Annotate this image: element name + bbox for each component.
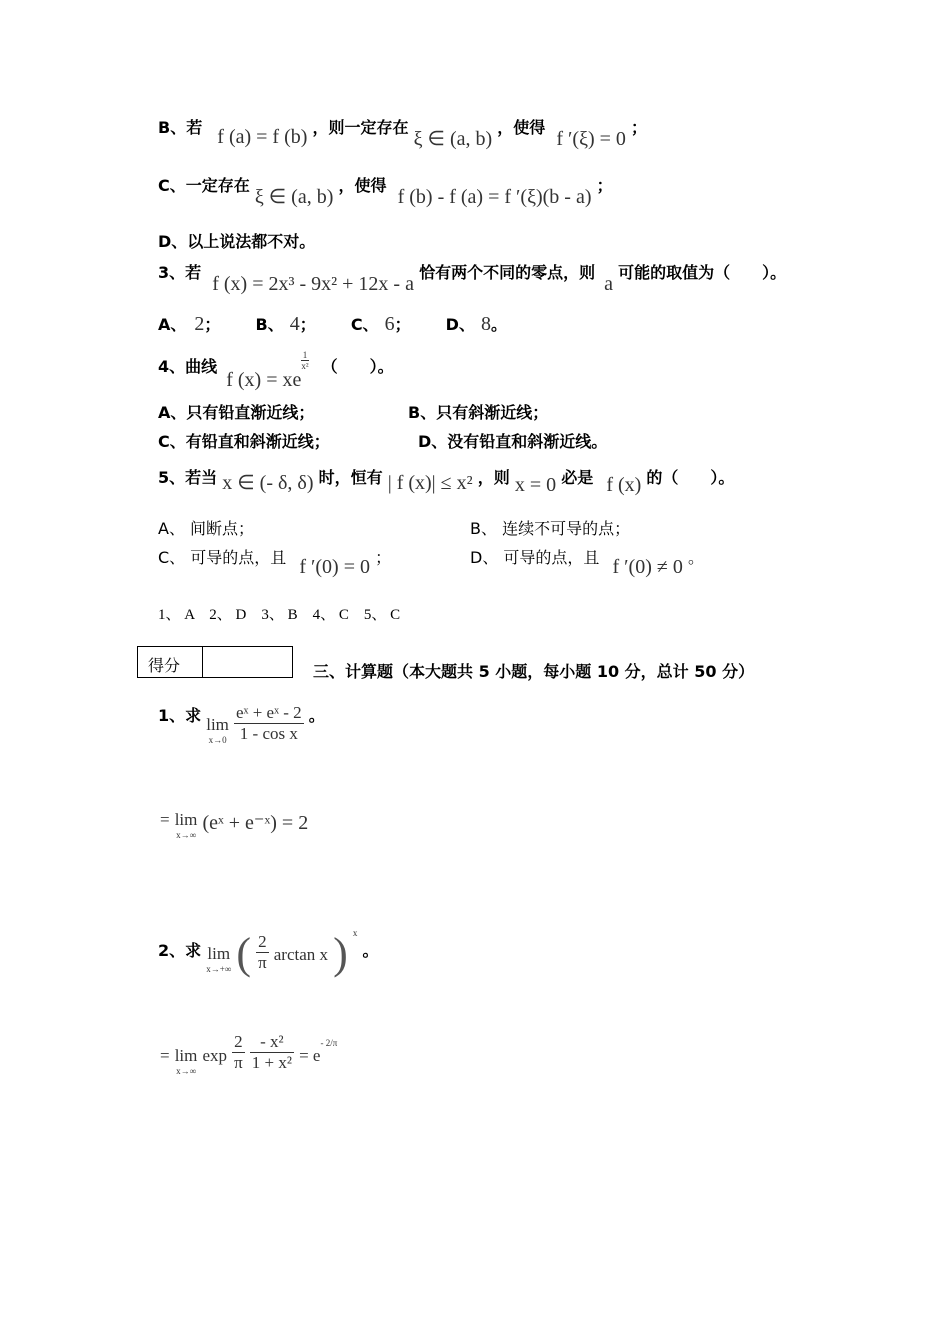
q5-text4: 的（ ）。 xyxy=(646,468,735,487)
q5-option-c-end: ； xyxy=(375,548,392,567)
q3-option-c-sep: ； xyxy=(394,315,411,334)
q3-option-d-label: D、 xyxy=(445,315,475,334)
problem-2-body: arctan x xyxy=(273,945,329,964)
q4-option-c: C、有铅直和斜渐近线； xyxy=(158,432,330,451)
q4-label: 4、曲线 xyxy=(158,357,218,376)
q2-option-b-formula: f (a) = f (b) xyxy=(217,126,308,148)
q3-label: 3、若 xyxy=(158,263,202,282)
q2-option-b-label: B、若 xyxy=(158,118,203,137)
q3-option-b-value: 4 xyxy=(289,313,300,335)
problem-1-sol-limit xyxy=(175,810,198,840)
problem-1-limit xyxy=(206,715,229,745)
q2-option-c-formula: f (b) - f (a) = f ′(ξ)(b - a) xyxy=(397,186,592,208)
q4-option-d: D、没有铅直和斜渐近线。 xyxy=(418,432,608,451)
q2-option-c-end: ； xyxy=(596,176,613,195)
q2-option-b-text2: ，使得 xyxy=(497,118,546,137)
problem-1 xyxy=(158,703,325,745)
problem-1-solution xyxy=(160,810,308,840)
q3-text2: 可能的取值为（ ）。 xyxy=(618,263,787,282)
q5-option-c xyxy=(158,545,392,578)
q4-option-a: A、只有铅直渐近线； xyxy=(158,403,315,422)
q2-option-c-xi: ξ ∈ (a, b) xyxy=(254,186,334,208)
q5-question xyxy=(158,464,735,496)
q2-option-b xyxy=(158,114,648,150)
q3-option-c-value: 6 xyxy=(384,313,395,335)
q5-x-zero: x = 0 xyxy=(514,474,557,496)
answer-key: 1、 A 2、 D 3、 B 4、 C 5、 C xyxy=(158,607,401,623)
problem-1-lim: lim xyxy=(206,715,229,734)
problem-2-frac-num: 2 xyxy=(256,932,269,953)
q5-text1: 时，恒有 xyxy=(318,468,383,487)
problem-1-sol-sub: x→∞ xyxy=(176,830,196,840)
q5-option-d-text: D、 可导的点，且 xyxy=(470,548,600,567)
problem-2-sol-result-exp: - 2/π xyxy=(320,1038,338,1048)
q5-text2: ，则 xyxy=(477,468,510,487)
problem-2-sol-frac1-den: π xyxy=(234,1053,243,1072)
q4-option-b: B、只有斜渐近线； xyxy=(408,403,549,422)
q2-option-c xyxy=(158,172,613,208)
section-title: 三、计算题（本大题共 5 小题，每小题 10 分，总计 50 分） xyxy=(313,662,755,681)
q5-option-c-formula: f ′(0) = 0 xyxy=(299,556,370,578)
problem-2 xyxy=(158,928,379,980)
problem-1-sol-eq: = xyxy=(160,810,170,829)
q5-option-c-text: C、 可导的点，且 xyxy=(158,548,287,567)
q5-option-d-end: 。 xyxy=(687,548,704,567)
q3-option-b-label: B、 xyxy=(255,315,284,334)
problem-2-sol-frac2-num: - x² xyxy=(250,1032,294,1053)
problem-1-numerator: eˣ + eˣ - 2 xyxy=(236,703,302,722)
q4-exponent-den: x² xyxy=(301,361,309,371)
q3-question xyxy=(158,260,787,295)
q3-param-a: a xyxy=(604,273,614,295)
score-label: 得分 xyxy=(148,656,181,675)
q5-option-d xyxy=(470,545,704,578)
q4-exponent-num: 1 xyxy=(302,350,308,360)
q5-function: f (x) xyxy=(606,474,642,496)
q3-option-d-sep: 。 xyxy=(490,315,507,334)
problem-1-sol-body: (eˣ + e⁻ˣ) = 2 xyxy=(202,812,309,834)
q5-text3: 必是 xyxy=(561,468,594,487)
q5-condition: x ∈ (- δ, δ) xyxy=(222,472,314,494)
problem-2-sol-frac1-num: 2 xyxy=(232,1032,245,1053)
q2-option-d: D、以上说法都不对。 xyxy=(158,232,316,251)
q2-option-b-text1: ，则一定存在 xyxy=(312,118,409,137)
problem-1-label: 1、求 xyxy=(158,706,202,725)
problem-2-lparen: ( xyxy=(236,929,251,978)
problem-1-end: 。 xyxy=(308,706,325,725)
q5-option-b: B、 连续不可导的点； xyxy=(470,519,631,538)
q3-text1: 恰有两个不同的零点，则 xyxy=(419,263,596,282)
q3-option-d-value: 8 xyxy=(480,313,491,335)
problem-2-solution xyxy=(160,1032,337,1076)
problem-2-rparen: ) xyxy=(333,929,348,978)
problem-2-sol-exp: exp xyxy=(202,1046,227,1065)
problem-1-lim-sub: x→0 xyxy=(208,735,227,745)
problem-2-label: 2、求 xyxy=(158,941,202,960)
q2-option-c-text1: ，使得 xyxy=(338,176,387,195)
q5-option-a: A、 间断点； xyxy=(158,519,255,538)
problem-2-lim: lim xyxy=(207,944,231,963)
problem-2-sol-limit xyxy=(175,1046,198,1076)
problem-1-fraction xyxy=(234,703,304,744)
problem-2-sol-frac1 xyxy=(232,1032,245,1073)
problem-2-sol-frac2 xyxy=(250,1032,294,1073)
q3-options xyxy=(158,312,507,336)
q4-function: f (x) = xe xyxy=(226,369,302,391)
q3-option-b-sep: ； xyxy=(299,315,316,334)
q2-option-b-end: ； xyxy=(631,118,648,137)
q3-option-c-label: C、 xyxy=(350,315,379,334)
problem-2-frac-den: π xyxy=(258,953,267,972)
score-box-divider xyxy=(202,647,203,677)
q5-inequality: | f (x)| ≤ x² xyxy=(387,472,473,494)
q4-question xyxy=(158,350,394,391)
q5-label: 5、若当 xyxy=(158,468,218,487)
q2-option-c-label: C、一定存在 xyxy=(158,176,250,195)
problem-2-limit xyxy=(206,944,231,974)
problem-2-sol-frac2-den: 1 + x² xyxy=(251,1053,292,1072)
q3-option-a-value: 2 xyxy=(194,313,205,335)
q3-function: f (x) = 2x³ - 9x² + 12x - a xyxy=(212,273,414,295)
score-box xyxy=(137,646,293,678)
q2-option-b-formula2: f ′(ξ) = 0 xyxy=(556,128,626,150)
problem-2-exponent: x xyxy=(352,928,358,938)
problem-2-sol-lim: lim xyxy=(174,1046,198,1065)
problem-2-lim-sub: x→+∞ xyxy=(206,964,232,974)
q2-option-b-xi: ξ ∈ (a, b) xyxy=(413,128,493,150)
problem-1-sol-lim: lim xyxy=(174,810,198,829)
problem-2-sol-sub: x→∞ xyxy=(176,1066,196,1076)
q3-option-a-label: A、 xyxy=(158,315,187,334)
problem-2-sol-result: = e xyxy=(299,1046,321,1065)
problem-2-sol-eq: = xyxy=(160,1046,170,1065)
q5-option-d-formula: f ′(0) ≠ 0 xyxy=(612,556,683,578)
problem-2-end: 。 xyxy=(362,941,379,960)
problem-1-denominator: 1 - cos x xyxy=(239,724,298,743)
q4-exponent xyxy=(301,350,308,371)
q3-option-a-sep: ； xyxy=(204,315,221,334)
q4-paren: （ ）。 xyxy=(321,357,394,376)
problem-2-fraction xyxy=(256,932,269,973)
